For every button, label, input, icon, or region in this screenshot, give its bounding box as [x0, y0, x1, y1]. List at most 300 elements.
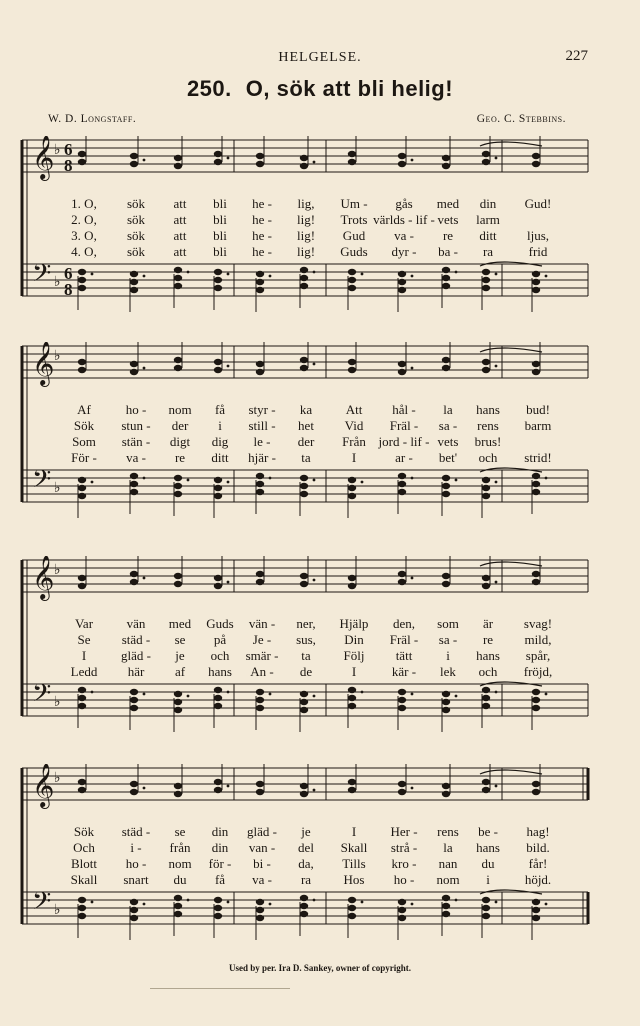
notehead	[130, 369, 138, 375]
notehead	[398, 781, 406, 787]
lyric-syllable: sa -	[438, 418, 458, 433]
lyric-syllable: Je -	[252, 632, 272, 647]
lyric-syllable: tätt	[395, 648, 413, 663]
notehead	[214, 687, 222, 693]
notehead	[348, 575, 356, 581]
music-system	[14, 136, 594, 316]
notehead	[78, 905, 86, 911]
lyric-syllable: och	[478, 450, 498, 465]
svg-text:♭: ♭	[54, 902, 61, 918]
lyric-syllable: få	[214, 402, 226, 417]
lyric-syllable: Ledd	[70, 664, 98, 679]
notehead	[256, 369, 264, 375]
notehead	[214, 695, 222, 701]
notehead	[532, 279, 540, 285]
lyric-syllable: I	[351, 664, 357, 679]
notehead	[348, 367, 356, 373]
notehead	[300, 275, 308, 281]
notehead	[348, 159, 356, 165]
lyric-syllable: svag!	[523, 616, 553, 631]
notehead	[256, 697, 264, 703]
notehead	[442, 707, 450, 713]
notehead	[174, 911, 182, 917]
lyric-syllable: le -	[253, 434, 271, 449]
notehead	[442, 475, 450, 481]
lyric-syllable: de	[299, 664, 313, 679]
lyric-syllable: Gud	[342, 228, 366, 243]
lyric-line	[14, 648, 594, 663]
notehead	[256, 689, 264, 695]
lyric-syllable: ditt	[479, 228, 497, 243]
music-system	[14, 764, 594, 944]
lyric-syllable: hag!	[526, 824, 550, 839]
lyric-syllable: kro -	[391, 856, 417, 871]
lyric-syllable: 1. O,	[71, 196, 97, 211]
notehead	[256, 153, 264, 159]
lyric-line	[14, 632, 594, 647]
lyric-syllable: va -	[252, 872, 272, 887]
lyric-syllable: lig!	[296, 244, 316, 259]
lyric-syllable: la	[443, 840, 453, 855]
notehead	[130, 153, 138, 159]
lyric-syllable: snart	[123, 872, 149, 887]
page-number: 227	[565, 48, 588, 64]
notehead	[300, 903, 308, 909]
lyric-syllable: bild.	[526, 840, 550, 855]
lyric-syllable: van -	[248, 840, 276, 855]
hymn-title-text: O, sök att bli helig!	[245, 76, 454, 101]
lyric-syllable: städ -	[121, 824, 151, 839]
lyric-line	[14, 824, 594, 839]
lyric-syllable: lig!	[296, 212, 316, 227]
notehead	[398, 789, 406, 795]
notehead	[174, 267, 182, 273]
notehead	[482, 367, 490, 373]
lyric-syllable: ner,	[296, 616, 316, 631]
lyric-syllable: An -	[250, 664, 274, 679]
notehead	[532, 369, 540, 375]
notehead	[442, 895, 450, 901]
lyric-syllable: bli	[213, 196, 227, 211]
notehead	[398, 481, 406, 487]
lyric-syllable: hans	[476, 402, 500, 417]
notehead	[482, 159, 490, 165]
notehead	[482, 285, 490, 291]
lyric-syllable: Guds	[206, 616, 234, 631]
lyric-syllable: smär -	[245, 648, 279, 663]
notehead	[442, 275, 450, 281]
notehead	[214, 575, 222, 581]
notehead	[78, 687, 86, 693]
lyric-line	[14, 418, 594, 433]
notehead	[482, 359, 490, 365]
lyric-syllable: och	[478, 664, 498, 679]
notehead	[78, 583, 86, 589]
notehead	[130, 481, 138, 487]
lyric-syllable: sök	[126, 212, 146, 227]
lyric-syllable: att	[173, 196, 187, 211]
lyric-syllable: ho -	[125, 856, 147, 871]
notehead	[174, 783, 182, 789]
lyric-syllable: Att	[345, 402, 363, 417]
lyric-syllable: din	[211, 840, 229, 855]
lyric-syllable: he -	[252, 196, 272, 211]
notehead	[442, 365, 450, 371]
lyric-syllable: höjd.	[524, 872, 552, 887]
lyric-syllable: dig	[211, 434, 229, 449]
notehead	[398, 899, 406, 905]
notehead	[174, 903, 182, 909]
notehead	[174, 791, 182, 797]
lyric-syllable: af	[174, 664, 186, 679]
notehead	[256, 571, 264, 577]
lyric-syllable: la	[443, 402, 453, 417]
lyric-syllable: Um -	[340, 196, 368, 211]
time-signature-bottom: 8	[64, 156, 73, 175]
lyric-syllable: ta	[301, 648, 311, 663]
lyric-syllable: jord - lif -	[378, 434, 430, 449]
lyric-syllable: bli	[213, 212, 227, 227]
notehead	[300, 475, 308, 481]
notehead	[348, 493, 356, 499]
notehead	[130, 789, 138, 795]
notehead	[300, 155, 308, 161]
lyric-syllable: frid	[528, 244, 548, 259]
notehead	[130, 689, 138, 695]
lyric-syllable: 2. O,	[71, 212, 97, 227]
lyric-syllable: hans	[208, 664, 232, 679]
lyric-syllable: Skall	[340, 840, 368, 855]
lyric-syllable: Som	[72, 434, 96, 449]
tie	[480, 770, 542, 774]
notehead	[256, 579, 264, 585]
lyric-syllable: der	[171, 418, 189, 433]
svg-text:♭: ♭	[54, 562, 61, 578]
notehead	[348, 897, 356, 903]
lyric-syllable: Din	[344, 632, 364, 647]
lyric-line	[14, 450, 594, 465]
hymn-number: 250.	[186, 76, 232, 101]
notehead	[398, 705, 406, 711]
lyric-syllable: lig,	[297, 196, 315, 211]
lyric-syllable: är	[482, 616, 494, 631]
notehead	[300, 365, 308, 371]
notehead	[130, 287, 138, 293]
lyric-line	[14, 664, 594, 679]
notehead	[256, 279, 264, 285]
lyric-syllable: som	[437, 616, 459, 631]
notehead	[174, 357, 182, 363]
lyric-line	[14, 434, 594, 449]
notehead	[174, 365, 182, 371]
lyric-syllable: dyr -	[391, 244, 417, 259]
lyric-syllable: bet'	[438, 450, 458, 465]
lyric-syllable: be -	[478, 824, 498, 839]
hymn-title	[0, 76, 640, 102]
notehead	[256, 481, 264, 487]
lyric-syllable: nom	[436, 872, 460, 887]
lyric-syllable: strå -	[390, 840, 418, 855]
lyric-syllable: i	[446, 648, 450, 663]
notehead	[174, 699, 182, 705]
notehead	[78, 787, 86, 793]
notehead	[130, 907, 138, 913]
music-system	[14, 556, 594, 736]
lyric-syllable: va -	[394, 228, 414, 243]
notehead	[300, 911, 308, 917]
notehead	[398, 287, 406, 293]
lyric-syllable: städ -	[121, 632, 151, 647]
notehead	[442, 267, 450, 273]
composer-credit: Geo. C. Stebbins.	[476, 113, 566, 125]
notehead	[482, 687, 490, 693]
notehead	[78, 695, 86, 701]
notehead	[482, 913, 490, 919]
notehead	[214, 159, 222, 165]
notehead	[532, 789, 540, 795]
notehead	[78, 367, 86, 373]
notehead	[214, 285, 222, 291]
notehead	[532, 915, 540, 921]
lyric-syllable: Tills	[342, 856, 366, 871]
svg-text:♭: ♭	[54, 694, 61, 710]
time-signature-bottom: 8	[64, 280, 73, 299]
notehead	[130, 705, 138, 711]
notehead	[398, 369, 406, 375]
notehead	[256, 899, 264, 905]
lyric-syllable: vän	[126, 616, 146, 631]
notehead	[256, 907, 264, 913]
lyric-syllable: för -	[208, 856, 232, 871]
notehead	[214, 897, 222, 903]
notehead	[532, 689, 540, 695]
treble-clef-icon: 𝄞	[32, 556, 55, 599]
lyric-syllable: je	[175, 648, 185, 663]
lyric-syllable: världs - lif -	[373, 212, 435, 227]
notehead	[300, 163, 308, 169]
lyric-syllable: Trots	[340, 212, 368, 227]
notehead	[442, 691, 450, 697]
notehead	[214, 905, 222, 911]
notehead	[348, 477, 356, 483]
lyric-syllable: får!	[528, 856, 548, 871]
notehead	[78, 575, 86, 581]
notehead	[442, 163, 450, 169]
lyric-line	[14, 872, 594, 887]
lyric-syllable: nom	[168, 856, 192, 871]
notehead	[532, 907, 540, 913]
tie	[480, 348, 542, 352]
lyric-syllable: ra	[482, 244, 494, 259]
lyric-syllable: bli	[213, 244, 227, 259]
lyric-syllable: bli	[213, 228, 227, 243]
notehead	[300, 581, 308, 587]
notehead	[532, 153, 540, 159]
notehead	[532, 571, 540, 577]
notehead	[482, 703, 490, 709]
notehead	[482, 695, 490, 701]
lyric-syllable: Se	[77, 632, 91, 647]
music-system	[14, 342, 594, 522]
lyric-syllable: ho -	[125, 402, 147, 417]
lyric-syllable: fröjd,	[523, 664, 553, 679]
lyric-syllable: ba -	[438, 244, 458, 259]
notehead	[256, 705, 264, 711]
lyric-syllable: rens	[477, 418, 499, 433]
notehead	[482, 575, 490, 581]
lyric-syllable: barm	[524, 418, 552, 433]
bass-clef-icon: 𝄢	[32, 465, 52, 500]
notehead	[78, 485, 86, 491]
notehead	[398, 697, 406, 703]
notehead	[348, 151, 356, 157]
lyric-syllable: gläd -	[247, 824, 277, 839]
notehead	[130, 571, 138, 577]
lyric-syllable: stun -	[121, 418, 151, 433]
lyric-syllable: ho -	[393, 872, 415, 887]
notehead	[300, 791, 308, 797]
notehead	[300, 691, 308, 697]
lyric-syllable: Sök	[73, 824, 95, 839]
lyric-syllable: Fräl -	[389, 632, 419, 647]
lyric-syllable: I	[81, 648, 87, 663]
copyright-notice: Used by per. Ira D. Sankey, owner of copyright.	[228, 963, 411, 973]
notehead	[442, 783, 450, 789]
notehead	[398, 473, 406, 479]
notehead	[300, 483, 308, 489]
notehead	[256, 287, 264, 293]
lyric-syllable: da,	[298, 856, 314, 871]
time-signature-top: 6	[64, 264, 73, 283]
notehead	[174, 483, 182, 489]
notehead	[78, 359, 86, 365]
lyric-syllable: mild,	[524, 632, 552, 647]
notehead	[482, 269, 490, 275]
notehead	[214, 779, 222, 785]
notehead	[532, 287, 540, 293]
lyric-syllable: Skall	[70, 872, 98, 887]
lyric-syllable: bud!	[526, 402, 550, 417]
lyric-syllable: Guds	[340, 244, 368, 259]
lyric-syllable: i	[486, 872, 490, 887]
notehead	[532, 271, 540, 277]
notehead	[532, 481, 540, 487]
lyric-syllable: se	[174, 824, 186, 839]
notehead	[482, 897, 490, 903]
lyric-syllable: re	[442, 228, 454, 243]
lyric-syllable: Följ	[343, 648, 365, 663]
lyric-syllable: se	[174, 632, 186, 647]
notehead	[174, 691, 182, 697]
lyric-syllable: stän -	[121, 434, 151, 449]
notehead	[256, 271, 264, 277]
notehead	[174, 707, 182, 713]
lyric-syllable: Hjälp	[339, 616, 369, 631]
notehead	[214, 277, 222, 283]
notehead	[348, 695, 356, 701]
lyric-syllable: i	[218, 418, 222, 433]
notehead	[532, 489, 540, 495]
notehead	[174, 475, 182, 481]
lyric-syllable: att	[173, 212, 187, 227]
lyric-syllable: gås	[395, 196, 413, 211]
notehead	[78, 703, 86, 709]
notehead	[78, 897, 86, 903]
notehead	[130, 899, 138, 905]
notehead	[130, 161, 138, 167]
lyric-line	[14, 840, 594, 855]
notehead	[256, 789, 264, 795]
notehead	[256, 781, 264, 787]
notehead	[174, 573, 182, 579]
notehead	[78, 913, 86, 919]
lyric-syllable: lek	[440, 664, 456, 679]
notehead	[532, 697, 540, 703]
notehead	[442, 155, 450, 161]
lyric-syllable: sus,	[296, 632, 316, 647]
lyric-syllable: Vid	[344, 418, 364, 433]
lyric-syllable: med	[436, 196, 460, 211]
notehead	[130, 489, 138, 495]
notehead	[214, 703, 222, 709]
lyric-line	[14, 196, 594, 211]
notehead	[398, 907, 406, 913]
time-signature-top: 6	[64, 140, 73, 159]
notehead	[130, 473, 138, 479]
treble-clef-icon: 𝄞	[32, 136, 55, 179]
notehead	[78, 277, 86, 283]
notehead	[442, 491, 450, 497]
notehead	[442, 791, 450, 797]
lyric-syllable: få	[214, 872, 226, 887]
lyric-syllable: hans	[476, 648, 500, 663]
treble-clef-icon: 𝄞	[32, 342, 55, 385]
notehead	[300, 573, 308, 579]
notehead	[398, 279, 406, 285]
footer-rule	[150, 988, 290, 989]
notehead	[442, 903, 450, 909]
notehead	[442, 357, 450, 363]
notehead	[482, 493, 490, 499]
notehead	[78, 159, 86, 165]
notehead	[532, 579, 540, 585]
notehead	[348, 359, 356, 365]
svg-text:♭: ♭	[54, 770, 61, 786]
notehead	[442, 699, 450, 705]
notehead	[214, 359, 222, 365]
notehead	[482, 787, 490, 793]
svg-text:♭: ♭	[54, 142, 61, 158]
lyric-syllable: sök	[126, 244, 146, 259]
notehead	[78, 779, 86, 785]
lyric-syllable: re	[174, 450, 186, 465]
lyric-syllable: här	[127, 664, 145, 679]
lyric-syllable: lig!	[296, 228, 316, 243]
lyric-syllable: du	[173, 872, 187, 887]
lyric-syllable: he -	[252, 212, 272, 227]
notehead	[482, 583, 490, 589]
notehead	[78, 151, 86, 157]
lyric-syllable: ar -	[395, 450, 413, 465]
lyric-syllable: och	[210, 648, 230, 663]
notehead	[174, 895, 182, 901]
svg-text:♭: ♭	[54, 274, 61, 290]
lyric-syllable: larm	[476, 212, 500, 227]
lyric-syllable: vän -	[248, 616, 276, 631]
lyric-syllable: re	[482, 632, 494, 647]
notehead	[532, 705, 540, 711]
notehead	[300, 491, 308, 497]
